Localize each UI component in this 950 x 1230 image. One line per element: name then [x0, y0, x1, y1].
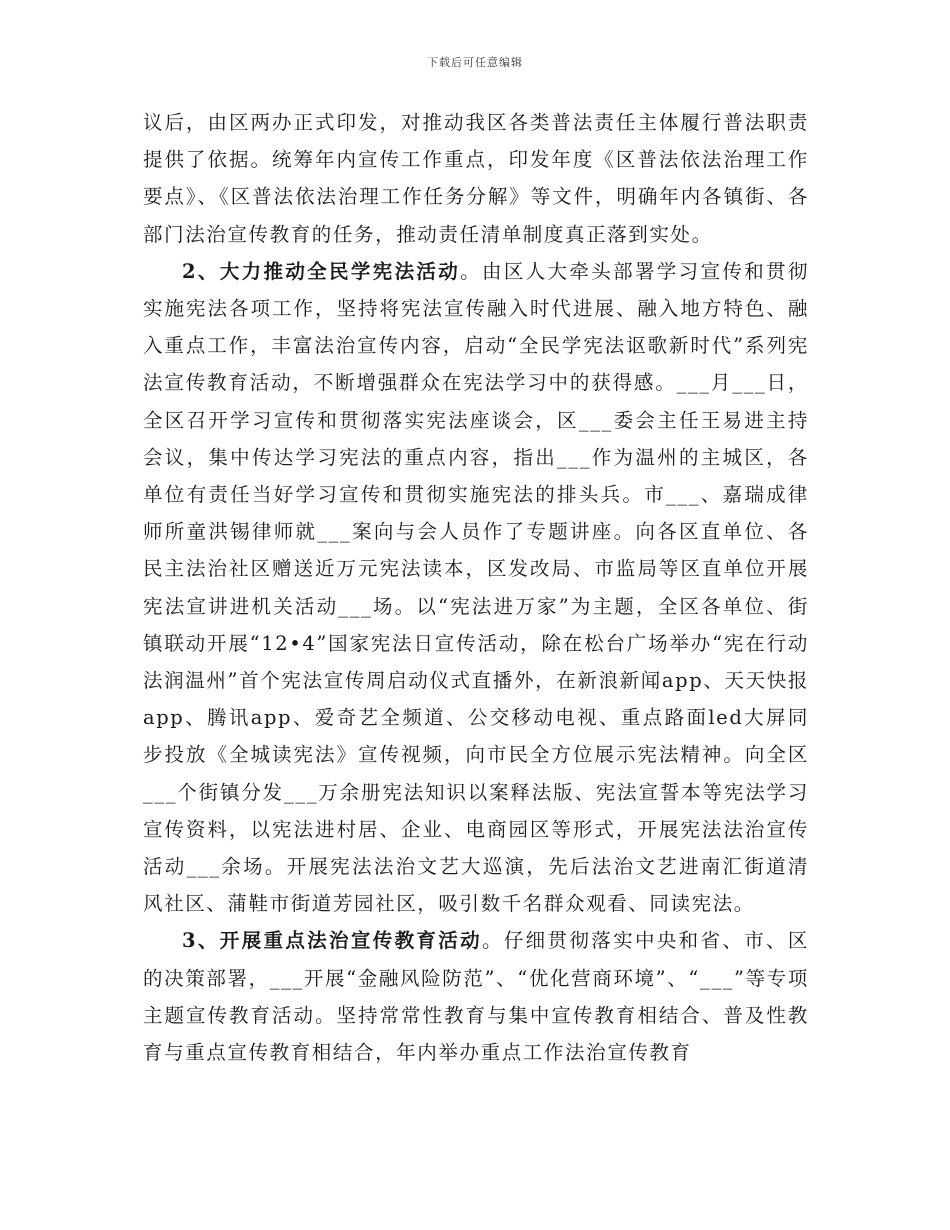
paragraph-text: 。由区人大牵头部署学习宣传和贯彻实施宪法各项工作，坚持将宪法宣传融入时代进展、融入地方特色、融入重点工作，丰富法治宣传内容，启动“全民学宪法讴歌新时代”系列宪法宣传教育活动，不断增强群众在宪法学习中的获得感。___月___日，全区召开学习宣传和贯彻落实宪法座谈会，区___委会主任王易进主持会议，集中传达学习宪法的重点内容，指出___作为温州的主城区，各单位有责任当好学习宣传和贯彻实施宪法的排头兵。市___、嘉瑞成律师所童洪锡律师就___案向与会人员作了专题讲座。向各区直单位、各民主法治社区赠送近万元宪法读本，区发改局、市监局等区直单位开展宪法宣讲进机关活动___场。以“宪法进万家”为主题，全区各单位、街镇联动开展“12•4”国家宪法日宣传活动，除在松台广场举办“宪在行动法润温州”首个宪法宣传周启动仪式直播外，在新浪新闻app、天天快报app、腾讯app、爱奇艺全频道、公交移动电视、重点路面led大屏同步投放《全城读宪法》宣传视频，向市民全方位展示宪法精神。向全区___个街镇分发___万余册宪法知识以案释法版、宪法宣誓本等宪法学习宣传资料，以宪法进村居、企业、电商园区等形式，开展宪法法治宣传活动___余场。开展宪法法治文艺大巡演，先后法治文艺进南汇街道清风社区、蒲鞋市街道芳园社区，吸引数千名群众观看、同读宪法。 [143, 259, 809, 916]
document-body [143, 104, 809, 1071]
section-heading: 2、大力推动全民学宪法活动 [182, 259, 461, 283]
paragraph-text: 议后，由区两办正式印发，对推动我区各类普法责任主体履行普法职责提供了依据。统筹年内宣传工作重点，印发年度《区普法依法治理工作要点》、《区普法依法治理工作任务分解》等文件，明确年内各镇街、各部门法治宣传教育的任务，推动责任清单制度真正落到实处。 [143, 111, 809, 246]
paragraph-text: 。仔细贯彻落实中央和省、市、区的决策部署，___开展“金融风险防范”、“优化营商环境”、“___”等专项主题宣传教育活动。坚持常常性教育与集中宣传教育相结合、普及性教育与重点宣传教育相结合，年内举办重点工作法治宣传教育 [143, 929, 809, 1065]
page-header: 下载后可任意编辑 [427, 56, 523, 69]
paragraph-key-education [143, 922, 809, 1071]
paragraph-continued [143, 104, 809, 253]
section-heading: 3、开展重点法治宣传教育活动 [182, 929, 482, 953]
paragraph-constitution-campaign [143, 253, 809, 923]
